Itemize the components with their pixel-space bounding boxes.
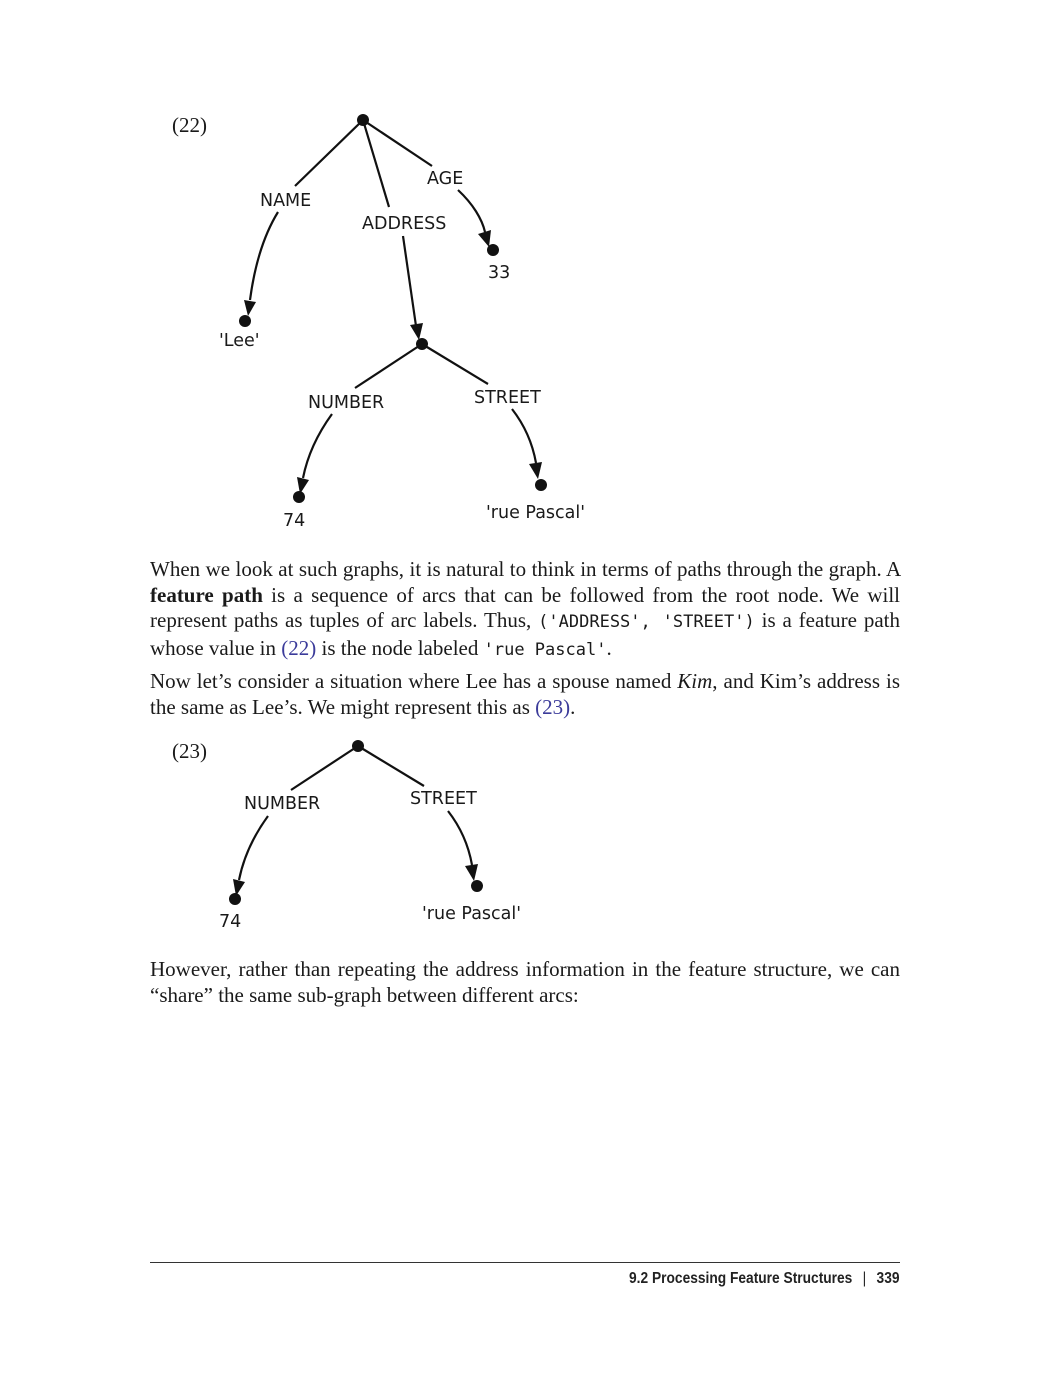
arc-label-number-23: NUMBER [244, 794, 321, 814]
arc-label-number: NUMBER [308, 393, 385, 413]
para1-text-4: is the node labeled [316, 635, 484, 660]
page-number: 339 [877, 1270, 900, 1287]
value-node-rue-pascal-23 [471, 880, 483, 892]
xref-22[interactable]: (22) [281, 635, 317, 660]
term-feature-path: feature path [150, 582, 263, 607]
para2-text-1: Now let’s consider a situation where Lee has a spouse named [150, 669, 678, 693]
arc-street-arrowhead [529, 462, 542, 479]
arc-label-name: NAME [260, 191, 312, 211]
arc-number-edge [355, 344, 422, 388]
arc-name-edge [295, 120, 363, 186]
paragraph-feature-path [150, 557, 900, 663]
paragraph-spouse-kim [150, 669, 900, 720]
value-node-33 [487, 244, 499, 256]
code-rue-pascal: 'rue Pascal' [483, 639, 607, 660]
name-kim: Kim [677, 669, 713, 693]
arc-street-arrow-edge-23 [448, 811, 472, 865]
arc-label-address: ADDRESS [362, 214, 447, 234]
footer-separator: | [863, 1270, 867, 1287]
arc-label-street: STREET [474, 388, 541, 408]
arc-address-arrowhead [410, 323, 423, 340]
arc-street-arrow-edge [512, 409, 536, 463]
arc-age-edge [363, 120, 432, 166]
arc-number-arrow-edge-23 [239, 816, 268, 880]
para2-text-2: , and Kim’s address is the same as Lee’s. We might represent this as [150, 669, 900, 719]
arc-label-street-23: STREET [410, 789, 477, 809]
code-address-street-tuple: ('ADDRESS', 'STREET') [538, 612, 755, 632]
value-label-33: 33 [488, 263, 511, 283]
footer-rule [150, 1262, 900, 1263]
figure-22-number: (22) [172, 113, 207, 137]
value-label-74-23: 74 [219, 912, 242, 932]
arc-address-edge [363, 120, 389, 207]
value-label-rue-pascal-23: 'rue Pascal' [422, 904, 522, 924]
arc-name-arrow-edge [250, 212, 278, 300]
root-node-23 [352, 740, 364, 752]
address-node [416, 338, 428, 350]
value-label-lee: 'Lee' [219, 331, 260, 351]
xref-23[interactable]: (23) [535, 694, 571, 719]
value-node-lee [239, 315, 251, 327]
para1-text-1: When we look at such graphs, it is natural to think in terms of paths through the graph. A [150, 557, 900, 581]
value-node-74 [293, 491, 305, 503]
value-node-74-23 [229, 893, 241, 905]
value-label-rue-pascal: 'rue Pascal' [486, 503, 586, 523]
para1-text-5: . [606, 635, 612, 660]
footer-section-title: 9.2 Processing Feature Structures [629, 1270, 853, 1287]
arc-street-edge-23 [358, 746, 424, 786]
arc-age-arrow-edge [458, 190, 485, 232]
page-footer [630, 1270, 900, 1288]
arc-address-arrow-edge [403, 236, 416, 326]
para1-text-3: is a feature path whose value in [150, 608, 900, 660]
arc-street-arrowhead-23 [465, 864, 478, 881]
para2-text-3: . [570, 694, 576, 719]
arc-age-arrowhead [478, 230, 491, 247]
figure-22 [0, 0, 1050, 545]
paragraph-share-subgraph: However, rather than repeating the address information in the feature structure, we can “share” the same sub-graph between different arcs: [150, 957, 900, 1007]
arc-name-arrowhead [244, 300, 256, 316]
figure-23 [0, 720, 1050, 945]
para1-text-2: is a sequence of arcs that can be followed from the root node. We will represent paths as tuples of arc labels. Thus, [150, 582, 900, 632]
arc-number-edge-23 [291, 746, 358, 790]
arc-label-age: AGE [427, 169, 464, 189]
arc-street-edge [422, 344, 488, 384]
value-label-74: 74 [283, 511, 306, 531]
figure-23-number: (23) [172, 739, 207, 763]
root-node [357, 114, 369, 126]
arc-number-arrow-edge [303, 414, 332, 478]
value-node-rue-pascal [535, 479, 547, 491]
